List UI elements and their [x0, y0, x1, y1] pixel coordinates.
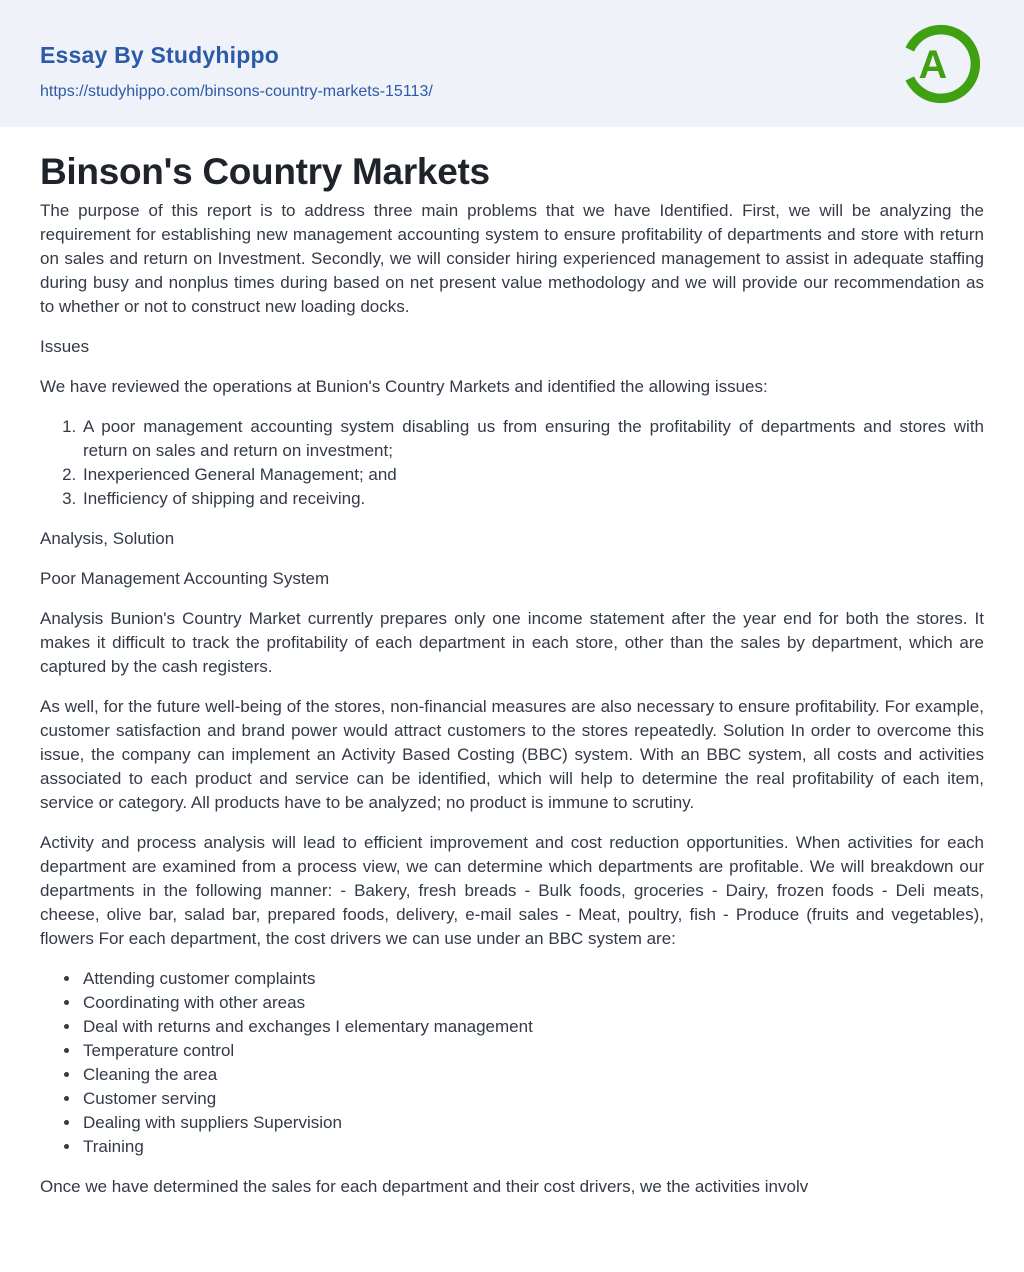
sub-heading: Poor Management Accounting System: [40, 569, 330, 588]
activity-paragraph: Activity and process analysis will lead to efficient improvement and cost reduction opportunities. When activities for each department are examined from a process view, we can determine which departments are profitable. We will breakdown our departments in the following manner: - Bakery, fresh breads - Bulk foods, groceries - Dairy, frozen foods - Deli meats, cheese, olive bar, salad bar, prepared foods, delivery, e-mail sales - Meat, poultry, fish - Produce (fruits and vegetables), flowers For each department, the cost drivers we can use under an BBC system are:: [40, 833, 984, 948]
list-item: • Cleaning the area: [81, 1063, 984, 1087]
essay-url-link[interactable]: https://studyhippo.com/binsons-country-markets-15113/: [40, 83, 433, 100]
closing-paragraph: Once we have determined the sales for each department and their cost drivers, we the activities involv: [40, 1177, 809, 1196]
list-item: 3. Inefficiency of shipping and receiving.: [81, 487, 984, 511]
analysis-paragraph: Analysis Bunion's Country Market currently prepares only one income statement after the year end for both the stores. It makes it difficult to track the profitability of each department in each store, other than the sales by department, which are captured by the cash registers.: [40, 609, 984, 676]
issues-list: [40, 415, 984, 511]
list-item: • Deal with returns and exchanges I elementary management: [81, 1015, 984, 1039]
cost-drivers-list: [40, 967, 984, 1159]
list-item: • Coordinating with other areas: [81, 991, 984, 1015]
analysis-heading: Analysis, Solution: [40, 529, 175, 548]
header: [0, 0, 1024, 127]
essay-body: [0, 150, 1024, 1199]
list-item: • Attending customer complaints: [81, 967, 984, 991]
intro-paragraph: The purpose of this report is to address three main problems that we have Identified. First, we will be analyzing the requirement for establishing new management accounting system to ensure profitability of departments and store with return on sales and return on Investment. Secondly, we will consider hiring experienced management to assist in adequate staffing during busy and nonplus times during based on net present value methodology and we will provide our recommendation as to whether or not to construct new loading docks.: [40, 201, 984, 316]
site-title: Essay By Studyhippo: [40, 42, 279, 68]
list-item: 2. Inexperienced General Management; and: [81, 463, 984, 487]
list-item: • Training: [81, 1135, 984, 1159]
list-item: • Customer serving: [81, 1087, 984, 1111]
list-item: • Temperature control: [81, 1039, 984, 1063]
studyhippo-logo-icon: [898, 21, 984, 107]
logo-letter: A: [918, 42, 948, 87]
list-item: 1. A poor management accounting system disabling us from ensuring the profitability of departments and stores with return on sales and return on investment;: [81, 415, 984, 463]
issues-intro: We have reviewed the operations at Bunion's Country Markets and identified the allowing issues:: [40, 377, 768, 396]
list-item: • Dealing with suppliers Supervision: [81, 1111, 984, 1135]
issues-heading: Issues: [40, 337, 90, 356]
nonfinancial-paragraph: As well, for the future well-being of the stores, non-financial measures are also necessary to ensure profitability. For example, customer satisfaction and brand power would attract customers to the stores repeatedly. Solution In order to overcome this issue, the company can implement an Activity Based Costing (BBC) system. With an BBC system, all costs and activities associated to each product and service can be identified, which will help to determine the real profitability of each item, service or category. All products have to be analyzed; no product is immune to scrutiny.: [40, 697, 984, 812]
page-title: Binson's Country Markets: [40, 151, 490, 192]
